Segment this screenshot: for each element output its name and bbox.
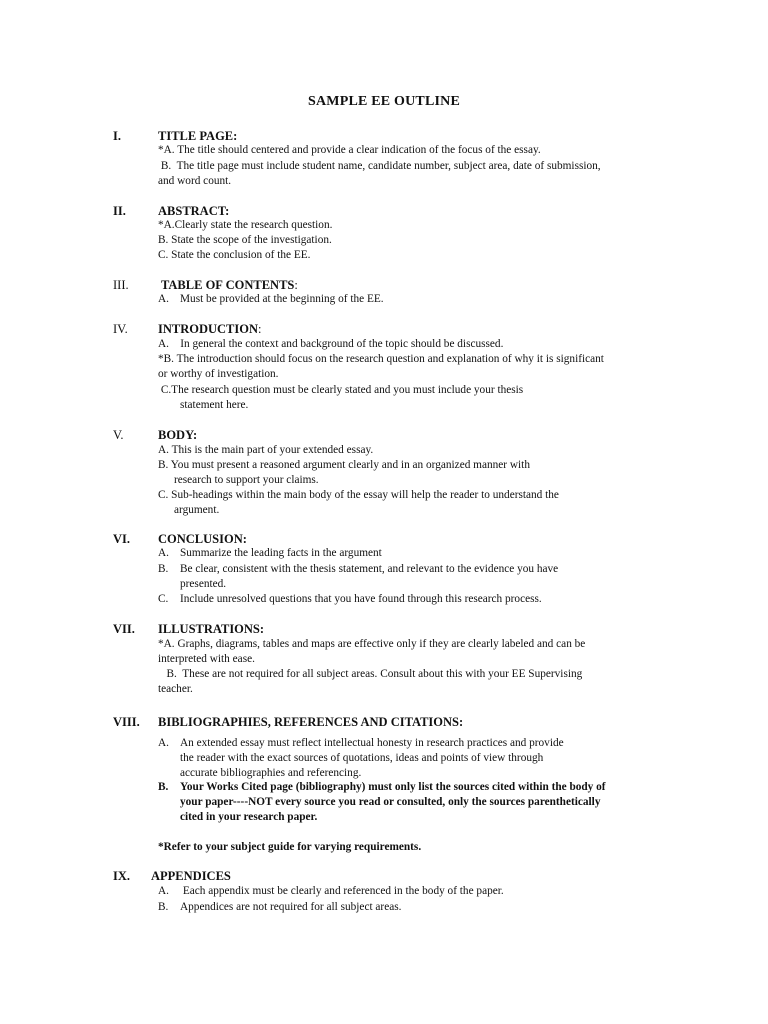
item-text: presented. (180, 578, 227, 590)
item-text: Appendices are not required for all subject areas. (180, 901, 402, 913)
outline-line: B. These are not required for all subject areas. Consult about this with your EE Supervising (158, 668, 583, 680)
section-heading-text: INTRODUCTION (158, 322, 259, 336)
section-numeral: II. (113, 204, 126, 218)
item-text: cited in your research paper. (180, 811, 318, 823)
item-text: Summarize the leading facts in the argument (180, 547, 382, 559)
outline-line: interpreted with ease. (158, 653, 255, 665)
section-heading: BODY: (158, 428, 198, 442)
section-numeral: I. (113, 129, 121, 143)
requirements-note: *Refer to your subject guide for varying requirements. (158, 841, 422, 853)
item-letter: B. (158, 781, 169, 793)
section-heading: APPENDICES (151, 869, 231, 883)
outline-line: *A. Graphs, diagrams, tables and maps are effective only if they are clearly labeled and can be (158, 638, 586, 650)
outline-line: B. The title page must include student name, candidate number, subject area, date of submission, (158, 160, 601, 172)
item-text: An extended essay must reflect intellectual honesty in research practices and provide (180, 737, 564, 749)
item-text: Be clear, consistent with the thesis statement, and relevant to the evidence you have (180, 563, 559, 575)
item-text: Your Works Cited page (bibliography) must only list the sources cited within the body of (180, 781, 606, 793)
outline-line: or worthy of investigation. (158, 368, 279, 380)
item-text: Each appendix must be clearly and referenced in the body of the paper. (180, 885, 504, 897)
outline-line: C.The research question must be clearly stated and you must include your thesis (158, 384, 524, 396)
page-title: SAMPLE EE OUTLINE (308, 94, 460, 109)
outline-line: C. State the conclusion of the EE. (158, 249, 311, 261)
item-text: the reader with the exact sources of quotations, ideas and points of view through (180, 752, 544, 764)
section-numeral: IV. (113, 322, 128, 336)
outline-line: B. State the scope of the investigation. (158, 234, 332, 246)
outline-line: A. In general the context and background of the topic should be discussed. (158, 338, 504, 350)
section-heading: ILLUSTRATIONS: (158, 622, 265, 636)
section-numeral: V. (113, 428, 124, 442)
item-text: Include unresolved questions that you have found through this research process. (180, 593, 542, 605)
section-heading: BIBLIOGRAPHIES, REFERENCES AND CITATIONS: (158, 715, 464, 729)
outline-line: A. This is the main part of your extended essay. (158, 444, 374, 456)
outline-line: research to support your claims. (174, 474, 319, 486)
section-heading (158, 322, 262, 337)
item-letter: A. (158, 293, 169, 305)
outline-line: B. You must present a reasoned argument clearly and in an organized manner with (158, 459, 530, 471)
item-letter: A. (158, 737, 169, 749)
outline-line: *B. The introduction should focus on the research question and explanation of why it is significant (158, 353, 604, 365)
section-heading (161, 278, 298, 293)
section-numeral: VI. (113, 532, 131, 546)
outline-line: *A. The title should centered and provide a clear indication of the focus of the essay. (158, 144, 541, 156)
section-heading-colon: : (258, 322, 262, 336)
section-numeral: III. (113, 278, 129, 292)
section-heading-text: TABLE OF CONTENTS (161, 278, 295, 292)
section-numeral: VIII. (113, 715, 140, 729)
item-text: accurate bibliographies and referencing. (180, 767, 362, 779)
item-letter: A. (158, 885, 169, 897)
item-letter: A. (158, 547, 169, 559)
section-heading: ABSTRACT: (158, 204, 230, 218)
section-heading: CONCLUSION: (158, 532, 247, 546)
section-numeral: IX. (113, 869, 131, 883)
outline-line: and word count. (158, 175, 232, 187)
item-text: your paper----NOT every source you read or consulted, only the sources parenthetically (180, 796, 601, 808)
outline-line: argument. (174, 504, 220, 516)
item-letter: B. (158, 563, 169, 575)
outline-line: C. Sub-headings within the main body of the essay will help the reader to understand the (158, 489, 559, 501)
item-text: Must be provided at the beginning of the EE. (180, 293, 384, 305)
section-numeral: VII. (113, 622, 135, 636)
outline-line: *A.Clearly state the research question. (158, 219, 333, 231)
section-heading: TITLE PAGE: (158, 129, 238, 143)
outline-line: teacher. (158, 683, 193, 695)
outline-line: statement here. (180, 399, 249, 411)
item-letter: C. (158, 593, 169, 605)
section-heading-colon: : (294, 278, 298, 292)
item-letter: B. (158, 901, 169, 913)
